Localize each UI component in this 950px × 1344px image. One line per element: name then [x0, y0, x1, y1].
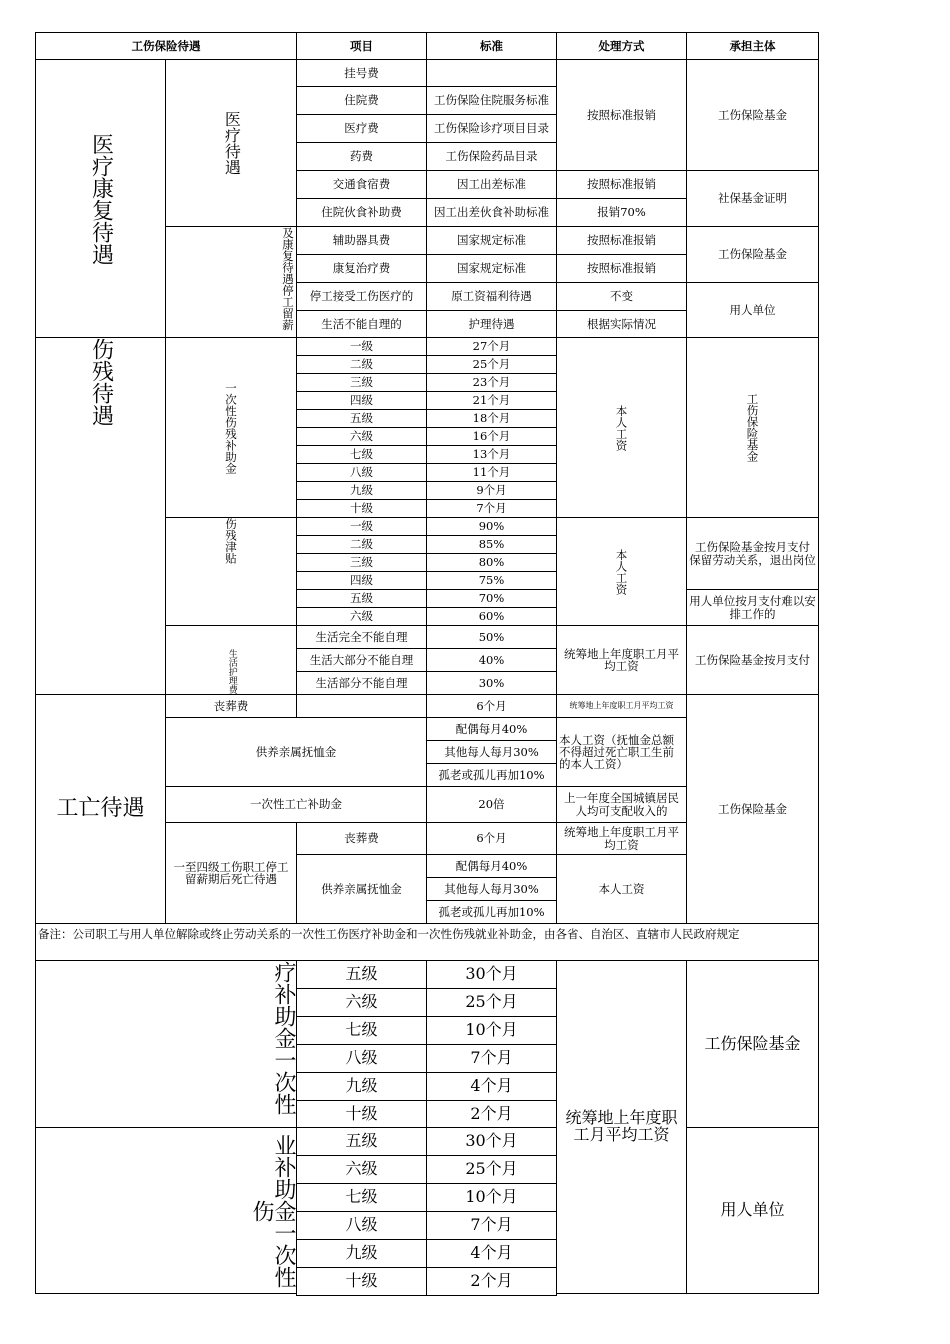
death-lump-method: 上一年度全国城镇居民人均可支配收入的	[556, 786, 687, 823]
allowance-value-0: 90%	[426, 517, 557, 536]
medical-std-0	[426, 59, 557, 87]
allowance-value-5: 60%	[426, 607, 557, 626]
allowance-label: 伤残津贴	[165, 517, 297, 626]
death-lump: 一次性工亡补助金	[165, 786, 427, 823]
medical-sub2: 及康复待遇停工留薪	[165, 226, 297, 338]
allowance-payer-1: 工伤保险基金按月支付 保留劳动关系，退出岗位	[686, 517, 819, 590]
death-title: 工亡待遇	[35, 694, 166, 924]
allowance-grade-0: 一级	[296, 517, 427, 536]
lump-sum-value-1: 25个月	[426, 355, 557, 374]
allowance-payer-2: 用人单位按月支付难以安排工作的	[686, 589, 819, 626]
header-method: 处理方式	[556, 32, 687, 60]
lump-sum-grade-4: 五级	[296, 409, 427, 428]
medical-std-4: 因工出差标准	[426, 170, 557, 199]
medical-subsidy-payer: 工伤保险基金	[686, 960, 819, 1128]
medical-subsidy-grade-1: 六级	[296, 988, 427, 1017]
allowance-grade-1: 二级	[296, 535, 427, 554]
medical-subsidy-grade-4: 九级	[296, 1072, 427, 1101]
lump-sum-grade-2: 三级	[296, 373, 427, 392]
death-funeral2: 丧葬费	[296, 822, 427, 855]
death-pension-value-0: 配偶每月40%	[426, 717, 557, 741]
lump-sum-grade-1: 二级	[296, 355, 427, 374]
care-value-1: 40%	[426, 648, 557, 672]
lump-sum-grade-5: 六级	[296, 427, 427, 446]
medical-method-stop: 不变	[556, 282, 687, 311]
lump-sum-value-8: 9个月	[426, 481, 557, 500]
medical-std-1: 工伤保险住院服务标准	[426, 86, 557, 115]
death-pension-value-2: 孤老或孤儿再加10%	[426, 763, 557, 787]
medical-item-1: 住院费	[296, 86, 427, 115]
death-funeral-method: 统筹地上年度职工月平均工资	[556, 694, 687, 718]
medical-subsidy-value-0: 30个月	[426, 960, 557, 989]
medical-item-3: 药费	[296, 142, 427, 171]
care-value-0: 50%	[426, 625, 557, 649]
medical-item-2: 医疗费	[296, 114, 427, 143]
lump-sum-grade-8: 九级	[296, 481, 427, 500]
allowance-grade-5: 六级	[296, 607, 427, 626]
employment-subsidy-grade-0: 五级	[296, 1127, 427, 1156]
death-pension2-method: 本人工资	[556, 854, 687, 924]
care-item-0: 生活完全不能自理	[296, 625, 427, 649]
death-pension2: 供养亲属抚恤金	[296, 854, 427, 924]
care-item-2: 生活部分不能自理	[296, 671, 427, 695]
employment-subsidy-payer: 用人单位	[686, 1127, 819, 1294]
care-payer: 工伤保险基金按月支付	[686, 625, 819, 695]
disability-title: 伤残待遇	[35, 337, 166, 695]
medical-subsidy-value-1: 25个月	[426, 988, 557, 1017]
lump-sum-value-5: 16个月	[426, 427, 557, 446]
employment-subsidy-value-2: 10个月	[426, 1183, 557, 1212]
employment-subsidy-grade-3: 八级	[296, 1211, 427, 1240]
medical-method-rehab: 按照标准报销	[556, 254, 687, 283]
medical-item-5: 住院伙食补助费	[296, 198, 427, 227]
medical-subsidy-value-4: 4个月	[426, 1072, 557, 1101]
death-funeral2-value: 6个月	[426, 822, 557, 855]
death-funeral2-method: 统筹地上年度职工月平均工资	[556, 822, 687, 855]
lump-sum-value-6: 13个月	[426, 445, 557, 464]
header-standard: 标准	[426, 32, 557, 60]
medical-item-0: 挂号费	[296, 59, 427, 87]
allowance-value-2: 80%	[426, 553, 557, 572]
employment-subsidy-grade-1: 六级	[296, 1155, 427, 1184]
care-label: 生活护理费	[165, 625, 297, 695]
allowance-grade-4: 五级	[296, 589, 427, 608]
death-lump-value: 20倍	[426, 786, 557, 823]
employment-subsidy-value-1: 25个月	[426, 1155, 557, 1184]
death-payer: 工伤保险基金	[686, 694, 819, 924]
lump-sum-value-3: 21个月	[426, 391, 557, 410]
employment-subsidy-grade-4: 九级	[296, 1239, 427, 1268]
medical-subsidy-grade-5: 十级	[296, 1100, 427, 1129]
medical-subsidy-value-5: 2个月	[426, 1100, 557, 1129]
lump-sum-value-4: 18个月	[426, 409, 557, 428]
medical-subsidy-grade-0: 五级	[296, 960, 427, 989]
death-pension-method: 本人工资（抚恤金总额不得超过死亡职工生前的本人工资）	[556, 717, 687, 787]
lump-sum-value-2: 23个月	[426, 373, 557, 392]
medical-std-3: 工伤保险药品目录	[426, 142, 557, 171]
allowance-grade-3: 四级	[296, 571, 427, 590]
medical-std-8: 原工资福利待遇	[426, 282, 557, 311]
employment-subsidy-grade-2: 七级	[296, 1183, 427, 1212]
medical-method-care: 根据实际情况	[556, 310, 687, 338]
header-benefit: 工伤保险待遇	[35, 32, 297, 60]
medical-item-7: 康复治疗费	[296, 254, 427, 283]
lump-sum-label: 一次性伤残补助金	[165, 337, 297, 518]
lump-sum-grade-9: 十级	[296, 499, 427, 518]
header-payer: 承担主体	[686, 32, 819, 60]
medical-method-aid: 按照标准报销	[556, 226, 687, 255]
lump-sum-grade-3: 四级	[296, 391, 427, 410]
employment-subsidy-label: 业补助金一次性伤	[35, 1127, 297, 1294]
medical-std-2: 工伤保险诊疗项目目录	[426, 114, 557, 143]
lump-sum-method: 本人工资	[556, 337, 687, 518]
employment-subsidy-value-3: 7个月	[426, 1211, 557, 1240]
medical-subsidy-value-3: 7个月	[426, 1044, 557, 1073]
medical-method-reimburse: 按照标准报销	[556, 59, 687, 171]
death-pension: 供养亲属抚恤金	[165, 717, 427, 787]
medical-payer-cert: 社保基金证明	[686, 170, 819, 227]
medical-payer-fund1: 工伤保险基金	[686, 59, 819, 171]
medical-sub1: 医疗待遇	[165, 59, 297, 227]
medical-std-5: 因工出差伙食补助标准	[426, 198, 557, 227]
death-funeral-empty	[296, 694, 427, 718]
death-funeral: 丧葬费	[165, 694, 297, 718]
death-funeral-value: 6个月	[426, 694, 557, 718]
employment-subsidy-value-5: 2个月	[426, 1267, 557, 1296]
death-pension-value-1: 其他每人每月30%	[426, 740, 557, 764]
medical-subsidy-grade-3: 八级	[296, 1044, 427, 1073]
medical-method-transport: 按照标准报销	[556, 170, 687, 199]
medical-payer-fund2: 工伤保险基金	[686, 226, 819, 283]
care-value-2: 30%	[426, 671, 557, 695]
medical-title: 医疗康复待遇	[35, 59, 166, 338]
medical-subsidy-value-2: 10个月	[426, 1016, 557, 1045]
death-pension2-value-0: 配偶每月40%	[426, 854, 557, 878]
allowance-value-3: 75%	[426, 571, 557, 590]
medical-subsidy-label: 疗补助金一次性	[35, 960, 297, 1128]
medical-item-9: 生活不能自理的	[296, 310, 427, 338]
subsidy-method: 统筹地上年度职工月平均工资	[556, 960, 687, 1294]
medical-subsidy-grade-2: 七级	[296, 1016, 427, 1045]
death-pension2-value-2: 孤老或孤儿再加10%	[426, 900, 557, 924]
note: 备注：公司职工与用人单位解除或终止劳动关系的一次性工伤医疗补助金和一次性伤残就业补助金，由各省、自治区、直辖市人民政府规定	[35, 923, 819, 961]
medical-item-6: 辅助器具费	[296, 226, 427, 255]
medical-std-6: 国家规定标准	[426, 226, 557, 255]
lump-sum-grade-6: 七级	[296, 445, 427, 464]
medical-std-7: 国家规定标准	[426, 254, 557, 283]
employment-subsidy-grade-5: 十级	[296, 1267, 427, 1296]
lump-sum-payer: 工伤保险基金	[686, 337, 819, 518]
death-grade-label: 一至四级工伤职工停工留薪期后死亡待遇	[165, 822, 297, 924]
header-item: 项目	[296, 32, 427, 60]
employment-subsidy-value-4: 4个月	[426, 1239, 557, 1268]
medical-std-9: 护理待遇	[426, 310, 557, 338]
lump-sum-value-9: 7个月	[426, 499, 557, 518]
employment-subsidy-value-0: 30个月	[426, 1127, 557, 1156]
medical-item-8: 停工接受工伤医疗的	[296, 282, 427, 311]
care-item-1: 生活大部分不能自理	[296, 648, 427, 672]
medical-method-meal: 报销70%	[556, 198, 687, 227]
lump-sum-grade-7: 八级	[296, 463, 427, 482]
allowance-value-4: 70%	[426, 589, 557, 608]
lump-sum-value-7: 11个月	[426, 463, 557, 482]
allowance-grade-2: 三级	[296, 553, 427, 572]
death-pension2-value-1: 其他每人每月30%	[426, 877, 557, 901]
care-method: 统筹地上年度职工月平均工资	[556, 625, 687, 695]
medical-item-4: 交通食宿费	[296, 170, 427, 199]
lump-sum-value-0: 27个月	[426, 337, 557, 356]
allowance-method: 本人工资	[556, 517, 687, 626]
lump-sum-grade-0: 一级	[296, 337, 427, 356]
allowance-value-1: 85%	[426, 535, 557, 554]
medical-payer-employer: 用人单位	[686, 282, 819, 338]
